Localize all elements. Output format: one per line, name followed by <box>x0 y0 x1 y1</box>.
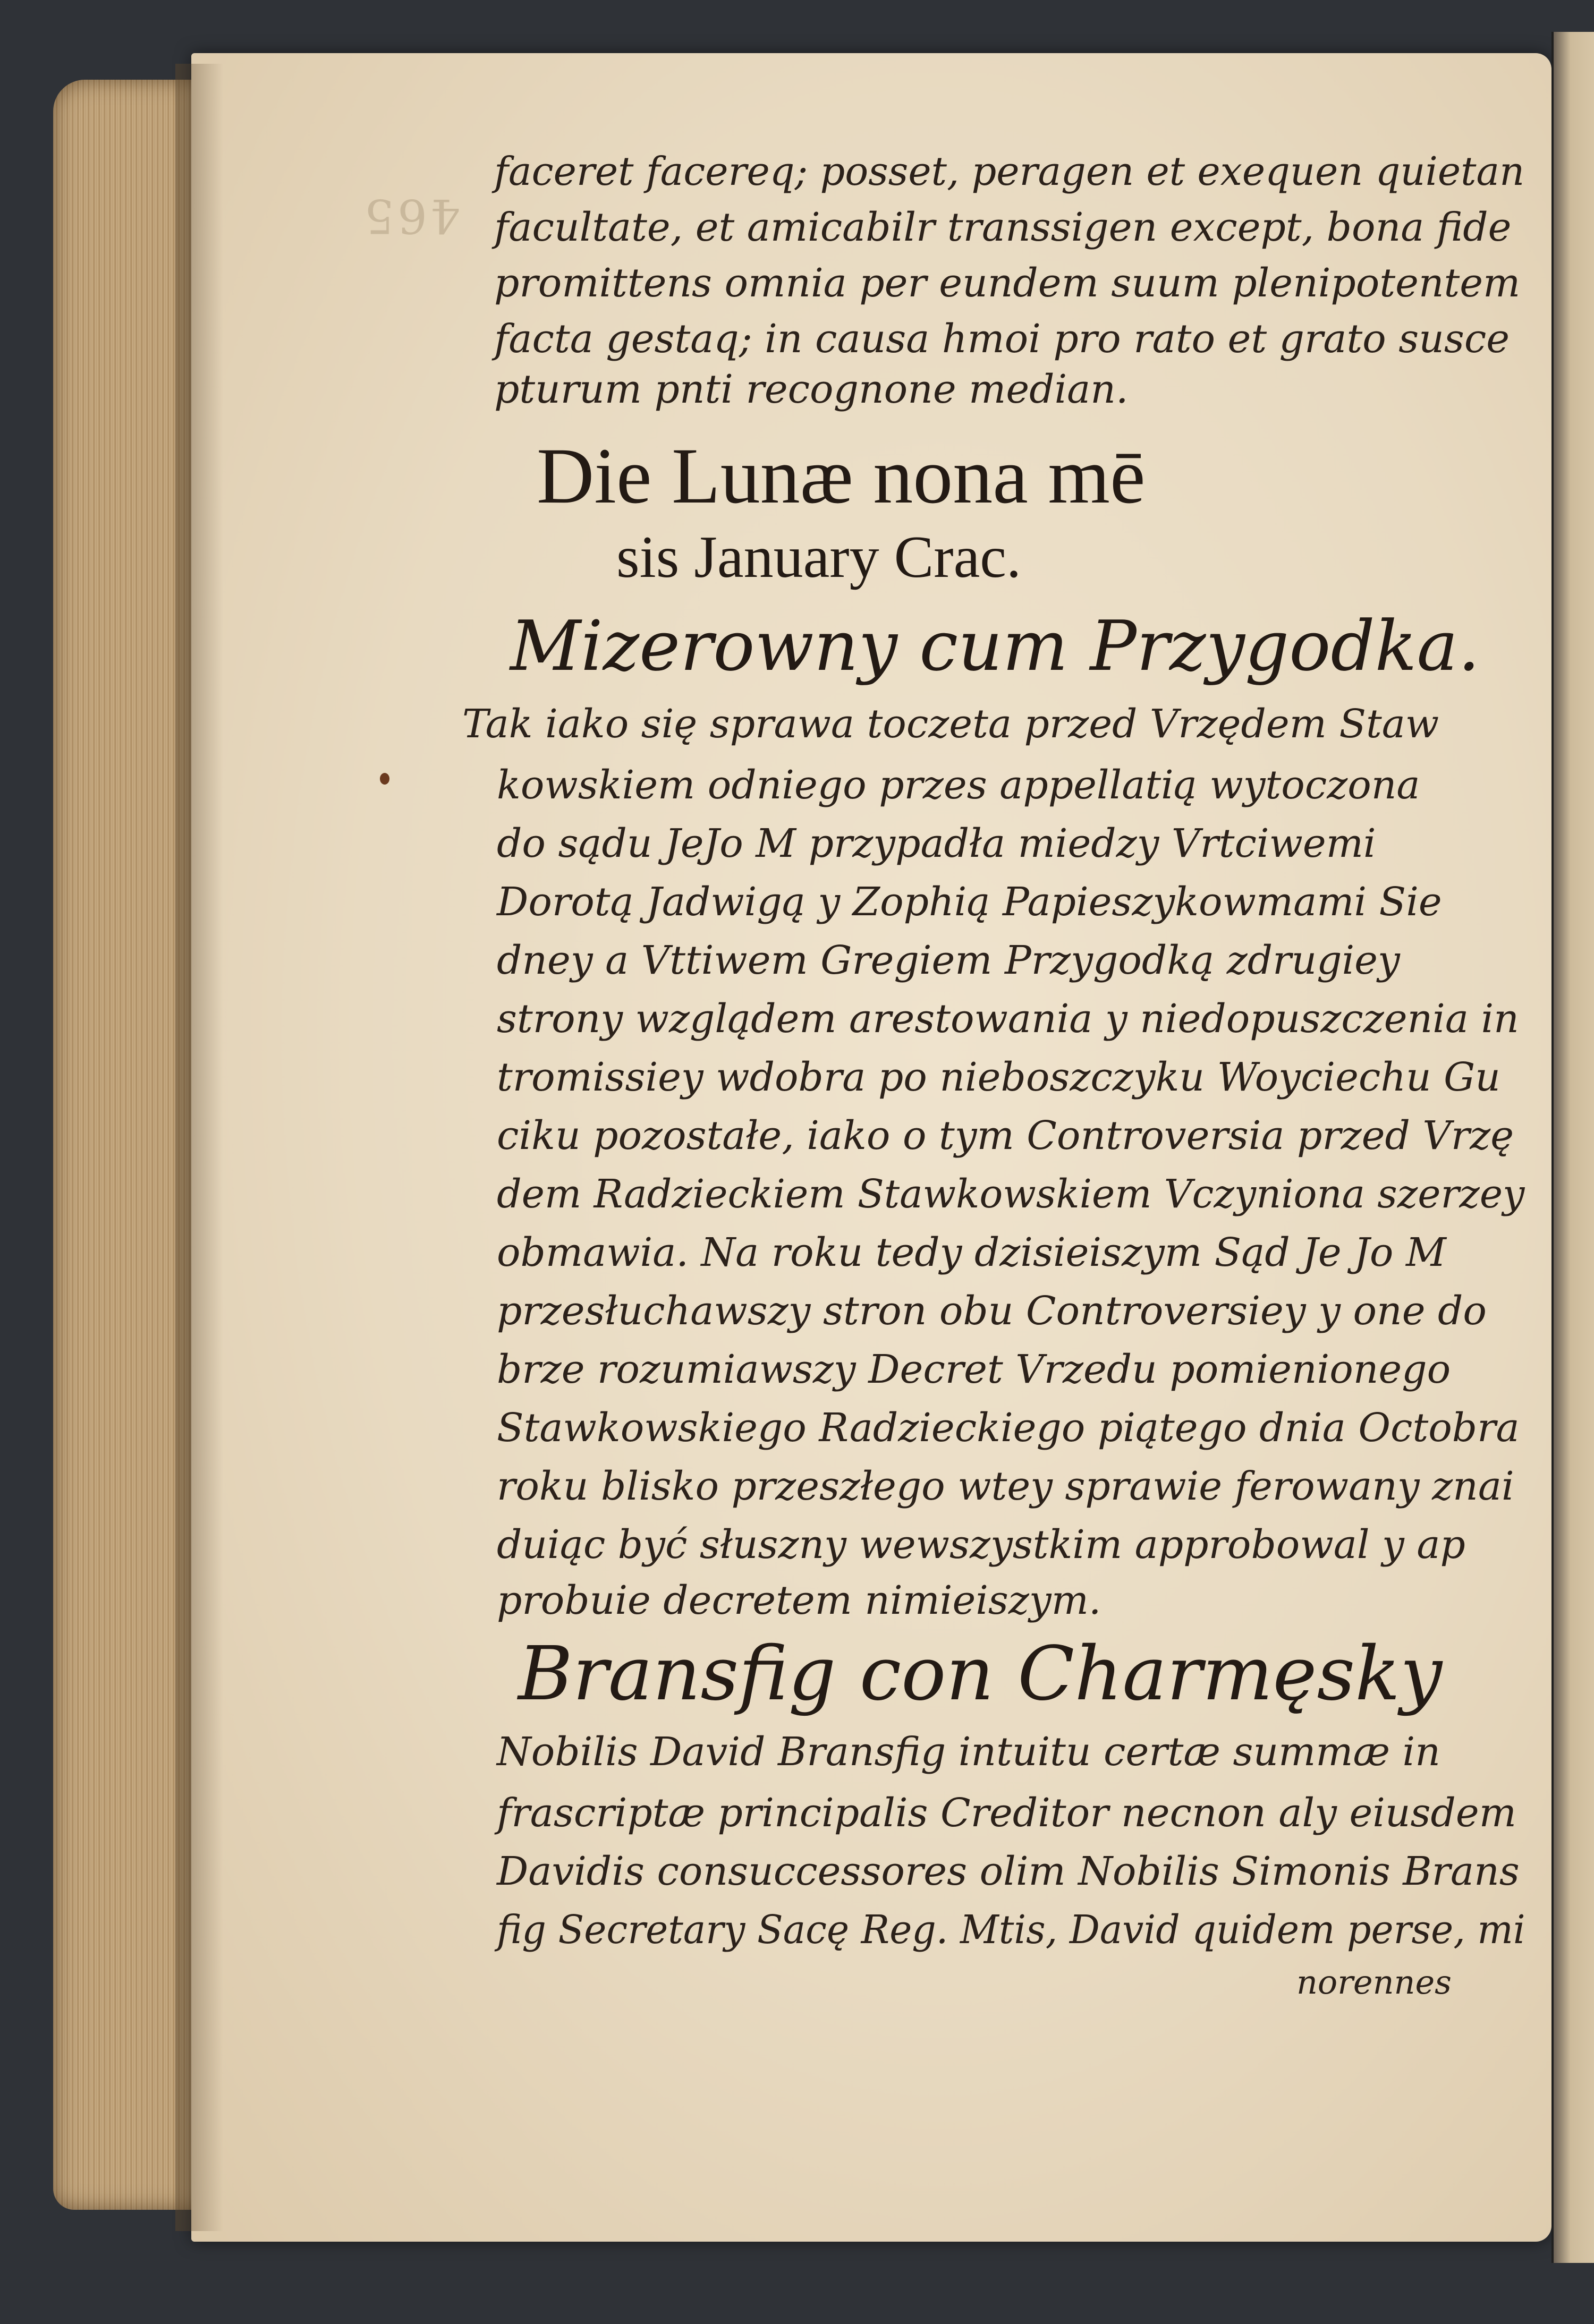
case-heading-mizerowny: Mizerowny cum Przygodka. <box>510 606 1480 686</box>
top-line-3: promittens omnia per eundem suum plenipotentem <box>494 260 1521 306</box>
case1-line-14: roku blisko przeszłego wtey sprawie ferowany znai <box>497 1463 1514 1509</box>
folio-number: 465 <box>361 189 460 243</box>
case1-line-16: probuie decretem nimieiszym. <box>497 1578 1101 1623</box>
top-line-5: pturum pnti recognone median. <box>494 367 1129 412</box>
case1-line-13: Stawkowskiego Radzieckiego piątego dnia Octobra <box>497 1405 1520 1451</box>
case2-line-1: Nobilis David Bransfig intuitu certæ summæ in <box>497 1729 1440 1775</box>
case1-line-5: dney a Vttiwem Gregiem Przygodką zdrugiey <box>497 938 1400 983</box>
case2-line-3: Davidis consuccessores olim Nobilis Simonis Brans <box>497 1849 1520 1894</box>
case1-line-8: ciku pozostałe, iako o tym Controversia przed Vrzę <box>497 1113 1514 1159</box>
case2-line-4: fig Secretary Sacę Reg. Mtis, David quidem perse, mi <box>497 1907 1525 1953</box>
date-heading-line-1: Die Lunæ nona mē <box>537 432 1146 520</box>
catchword: norennes <box>1296 1963 1452 2002</box>
ink-stain <box>380 773 389 785</box>
next-leaf-edge <box>1551 32 1594 2263</box>
case1-line-6: strony wzglądem arestowania y niedopuszczenia in <box>497 996 1519 1042</box>
case2-line-2: frascriptæ principalis Creditor necnon aly eiusdem <box>497 1790 1516 1836</box>
case1-line-1: Tak iako się sprawa toczeta przed Vrzędem Staw <box>462 701 1439 747</box>
case1-line-4: Dorotą Jadwigą y Zophią Papieszykowmami Sie <box>497 879 1442 925</box>
case1-line-15: duiąc być słuszny wewszystkim approbowal y ap <box>497 1522 1465 1568</box>
top-line-1: faceret facereq; posset, peragen et exequen quietan <box>494 149 1525 194</box>
spine-shadow <box>175 64 223 2231</box>
case1-line-12: brze rozumiawszy Decret Vrzedu pomienionego <box>497 1347 1451 1392</box>
case1-line-11: przesłuchawszy stron obu Controversiey y one do <box>497 1288 1487 1334</box>
top-line-2: facultate, et amicabilr transsigen except, bona fide <box>494 205 1512 250</box>
case1-line-3: do sądu JeJo M przypadła miedzy Vrtciwemi <box>497 821 1376 866</box>
case1-line-2: kowskiem odniego przes appellatią wytoczona <box>497 762 1420 808</box>
top-line-4: facta gestaq; in causa hmoi pro rato et grato susce <box>494 316 1510 362</box>
date-heading-line-2: sis January Crac. <box>616 524 1022 590</box>
case1-line-9: dem Radzieckiem Stawkowskiem Vczyniona szerzey <box>497 1171 1525 1217</box>
case-heading-bransfig: Bransfig con Charmęsky <box>518 1631 1443 1717</box>
case1-line-7: tromissiey wdobra po nieboszczyku Woyciechu Gu <box>497 1054 1500 1100</box>
case1-line-10: obmawia. Na roku tedy dzisieiszym Sąd Je Jo M <box>497 1230 1446 1275</box>
